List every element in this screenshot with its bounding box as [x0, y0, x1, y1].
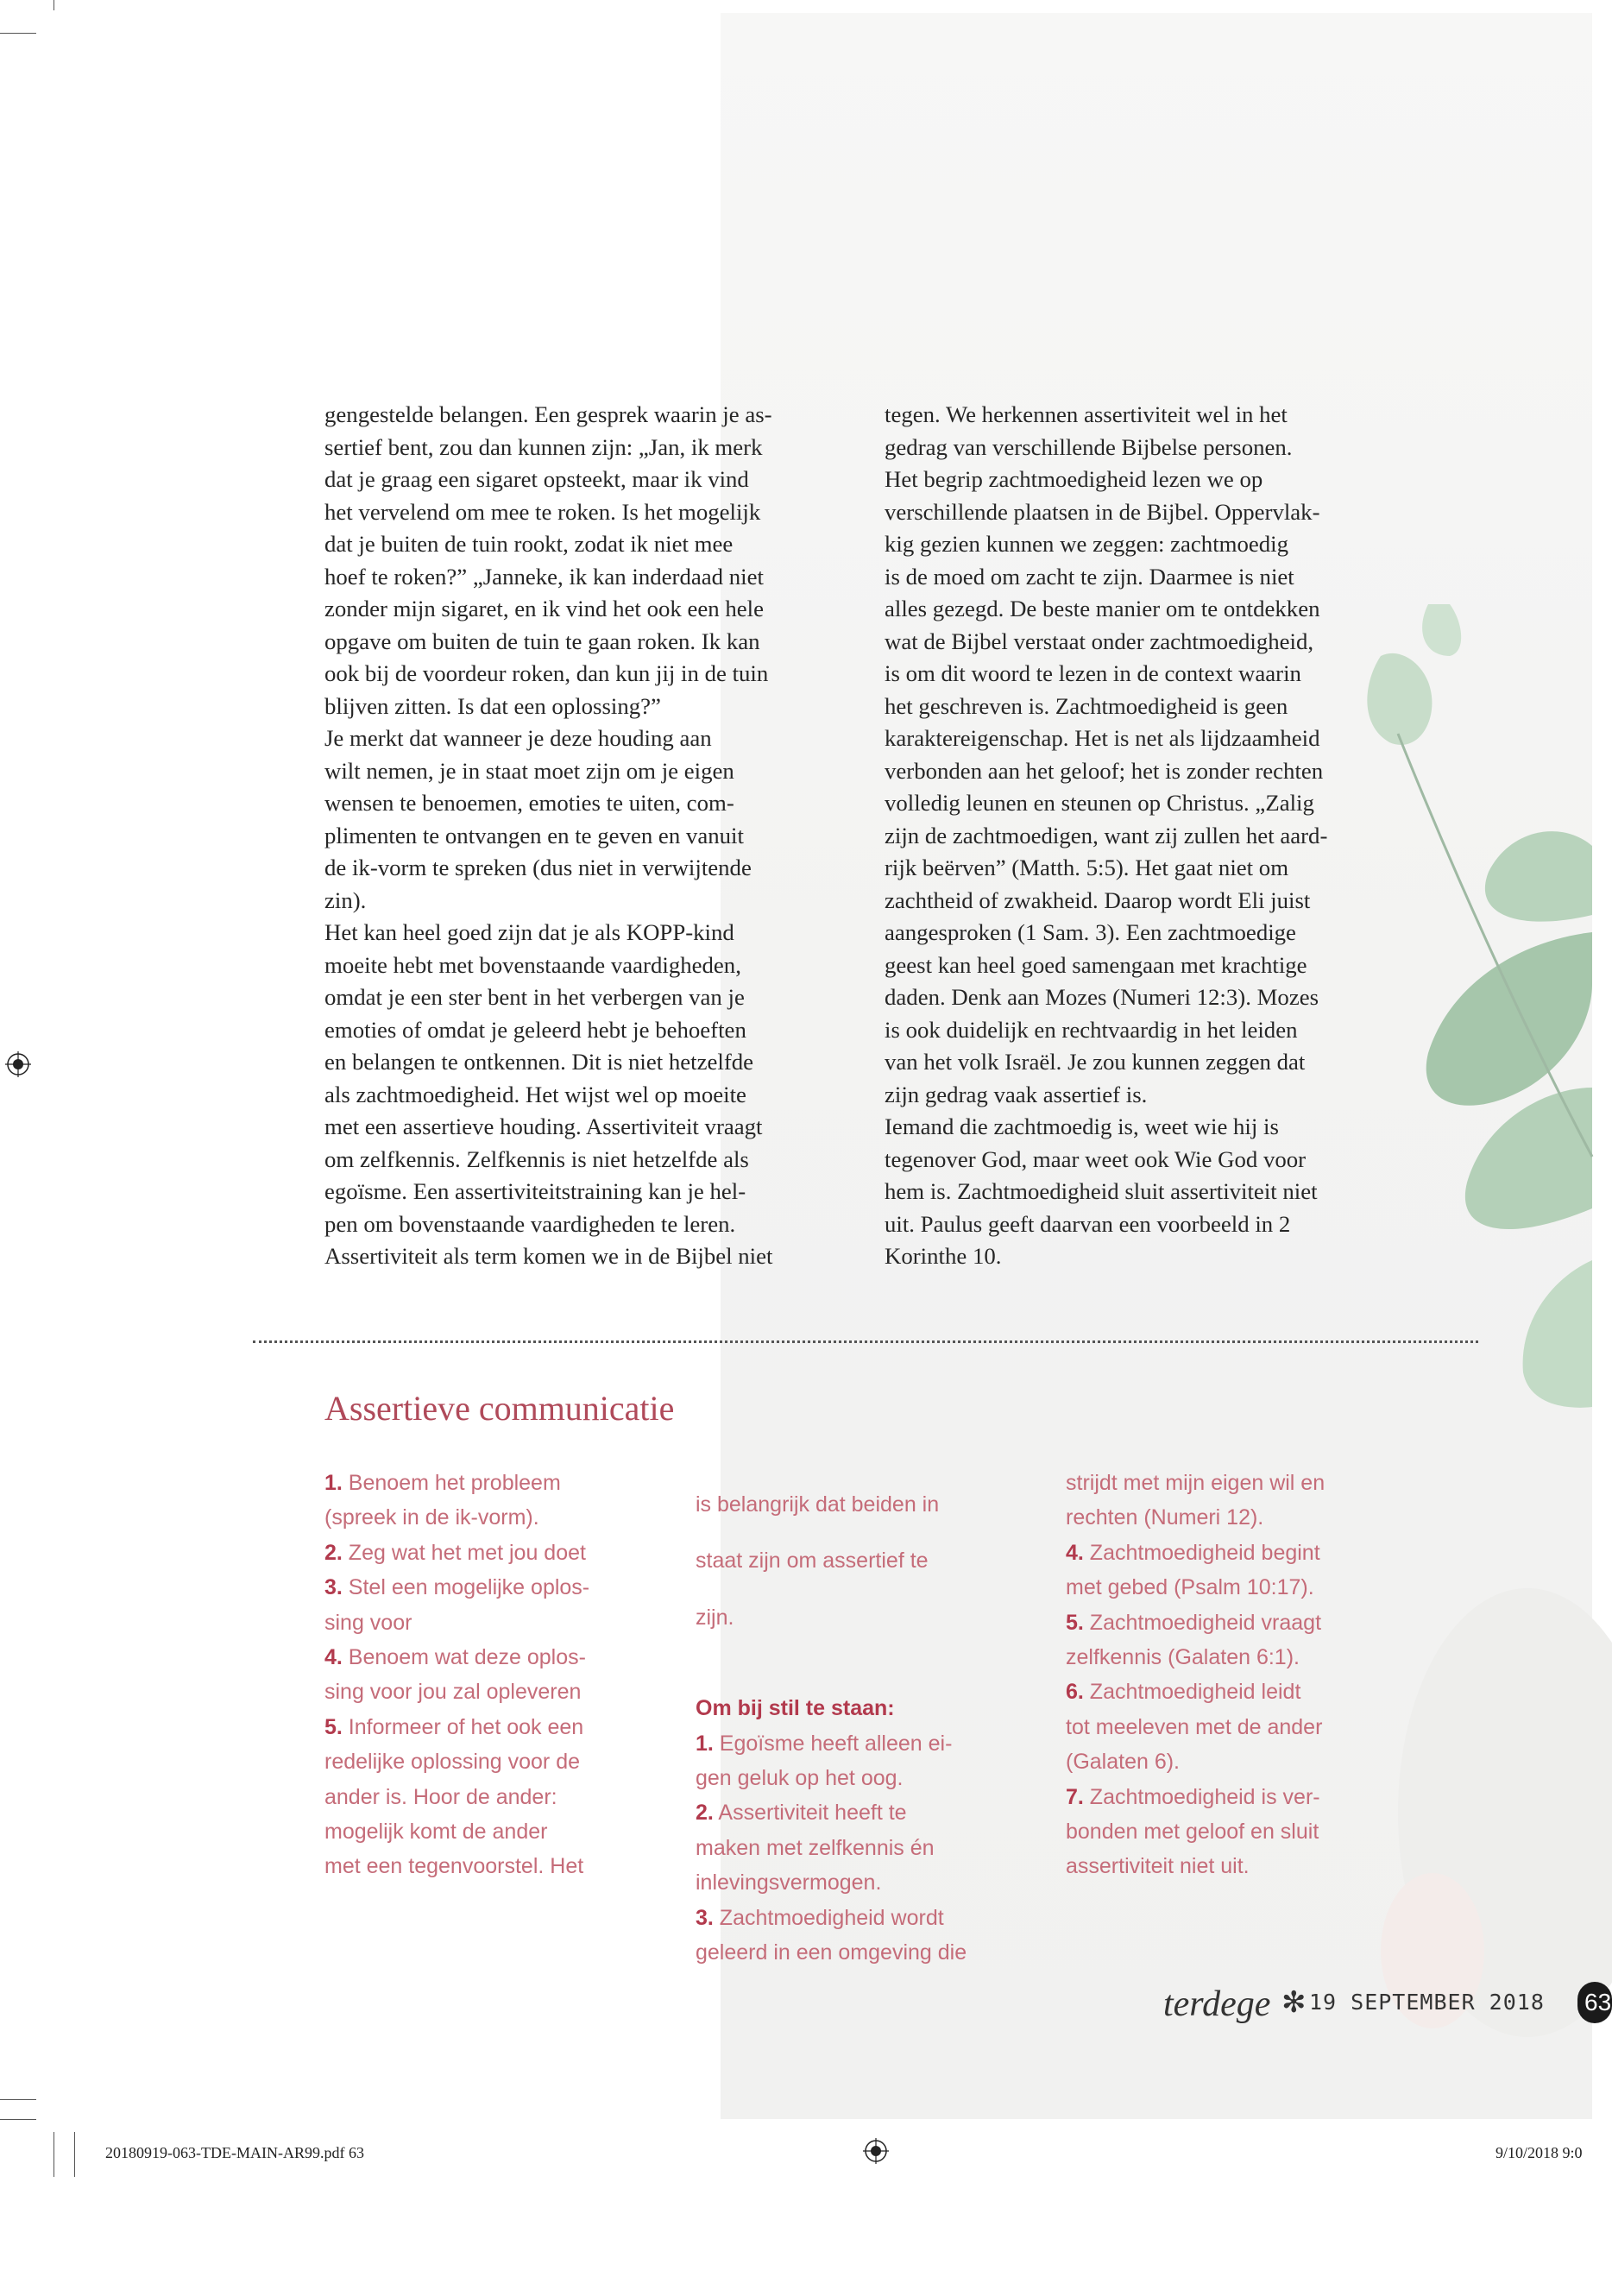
list-text: (spreek in de ik-vorm). — [324, 1505, 539, 1530]
list-text: Zachtmoedigheid leidt — [1083, 1680, 1301, 1705]
registration-mark-icon — [863, 2138, 889, 2164]
text-line: is om dit woord te lezen in de context waarin — [885, 660, 1301, 686]
box-line — [324, 1780, 652, 1814]
text-line: daden. Denk aan Mozes (Numeri 12:3). Mozes — [885, 984, 1319, 1010]
list-text: sing voor — [324, 1610, 412, 1635]
list-text: Benoem het probleem — [342, 1471, 561, 1495]
text-line: is belangrijk dat beiden in — [696, 1492, 940, 1517]
text-line: het geschreven is. Zachtmoedigheid is geen — [885, 692, 1288, 719]
list-text: sing voor jou zal opleveren — [324, 1680, 582, 1705]
box-column-2-list — [696, 1726, 1023, 1971]
list-text: Zeg wat het met jou doet — [342, 1540, 586, 1565]
text-line: zachtheid of zwakheid. Daarop wordt Eli juist — [885, 886, 1311, 913]
print-slug-filename: 20180919-063-TDE-MAIN-AR99.pdf 63 — [105, 2144, 364, 2161]
box-line — [696, 1761, 1023, 1795]
box-line — [696, 1865, 1023, 1900]
text-line: zin). — [324, 886, 367, 913]
list-text: Zachtmoedigheid wordt — [713, 1905, 944, 1930]
list-text: met een tegenvoorstel. Het — [324, 1854, 584, 1879]
box-line — [324, 1570, 652, 1605]
list-text: Assertiviteit heeft te — [713, 1801, 907, 1826]
list-number: 7. — [1066, 1784, 1084, 1809]
list-text: strijdt met mijn eigen wil en — [1066, 1471, 1325, 1495]
text-line: egoïsme. Een assertiviteitstraining kan je hel- — [324, 1178, 746, 1204]
text-line: pen om bovenstaande vaardigheden te leren. — [324, 1210, 736, 1237]
box-line — [1066, 1710, 1394, 1744]
issue-date: 19 SEPTEMBER 2018 — [1309, 1990, 1545, 2015]
text-line: de ik-vorm te spreken (dus niet in verwijtende — [324, 855, 752, 880]
crop-mark — [0, 2119, 36, 2120]
text-line: sertief bent, zou dan kunnen zijn: „Jan, ik merk — [324, 433, 763, 460]
text-line: gengestelde belangen. Een gesprek waarin je as- — [324, 401, 772, 427]
list-text: Zachtmoedigheid vraagt — [1083, 1610, 1322, 1635]
text-line: geest kan heel goed samengaan met krachtige — [885, 951, 1307, 978]
text-line: dat je buiten de tuin rookt, zodat ik niet mee — [324, 531, 734, 557]
text-line: zonder mijn sigaret, en ik vind het ook een hele — [324, 596, 764, 621]
text-line: met een assertieve houding. Assertiviteit vraagt — [324, 1113, 763, 1139]
box-line — [696, 1795, 1023, 1830]
list-text: Zachtmoedigheid begint — [1083, 1540, 1320, 1565]
list-text: mogelijk komt de ander — [324, 1820, 548, 1845]
text-line: hem is. Zachtmoedigheid sluit assertiviteit niet — [885, 1178, 1318, 1204]
text-line: rijk beërven” (Matth. 5:5). Het gaat niet om — [885, 855, 1289, 880]
text-line: is ook duidelijk en rechtvaardig in het leiden — [885, 1016, 1298, 1043]
box-line — [1066, 1536, 1394, 1570]
text-line: uit. Paulus geeft daarvan een voorbeeld in 2 — [885, 1210, 1291, 1237]
text-line: volledig leunen en steunen op Christus. „Zalig — [885, 790, 1314, 816]
text-line: opgave om buiten de tuin te gaan roken. Ik kan — [324, 628, 760, 654]
list-text: zelfkennis (Galaten 6:1). — [1066, 1645, 1300, 1670]
list-text: redelijke oplossing voor de — [324, 1750, 581, 1775]
text-line: Korinthe 10. — [885, 1243, 1002, 1269]
crop-mark — [0, 2099, 36, 2100]
list-text: rechten (Numeri 12). — [1066, 1505, 1264, 1530]
text-line: blijven zitten. Is dat een oplossing?” — [324, 692, 661, 719]
box-line — [324, 1675, 652, 1709]
text-line: Het kan heel goed zijn dat je als KOPP-kind — [324, 919, 734, 945]
text-line: zijn gedrag vaak assertief is. — [885, 1081, 1148, 1107]
list-number: 5. — [324, 1714, 343, 1739]
list-number: 2. — [696, 1801, 714, 1826]
list-number: 4. — [1066, 1540, 1084, 1565]
box-line — [1066, 1675, 1394, 1709]
box-line — [1066, 1640, 1394, 1675]
crop-mark — [0, 33, 36, 34]
list-text: maken met zelfkennis én — [696, 1835, 935, 1860]
box-line — [324, 1710, 652, 1744]
text-line: ook bij de voordeur roken, dan kun jij in de tuin — [324, 660, 769, 686]
text-line: tegenover God, maar weet ook Wie God voor — [885, 1145, 1307, 1172]
box-line — [1066, 1466, 1394, 1500]
list-number: 5. — [1066, 1610, 1084, 1635]
list-text: Benoem wat deze oplos- — [342, 1645, 586, 1670]
list-text: gen geluk op het oog. — [696, 1766, 904, 1791]
text-line: tegen. We herkennen assertiviteit wel in het — [885, 401, 1288, 427]
box-line — [1066, 1780, 1394, 1814]
box-line — [324, 1500, 652, 1535]
list-number: 3. — [324, 1575, 343, 1600]
text-line: is de moed om zacht te zijn. Daarmee is niet — [885, 563, 1294, 590]
text-line: omdat je een ster bent in het verbergen van je — [324, 984, 745, 1010]
box-line — [1066, 1744, 1394, 1779]
text-line: verschillende plaatsen in de Bijbel. Oppervlak- — [885, 498, 1320, 525]
box-line — [324, 1466, 652, 1500]
text-line: en belangen te ontkennen. Dit is niet hetzelfde — [324, 1049, 754, 1075]
box-column-3 — [1066, 1466, 1394, 1884]
text-line: wensen te benoemen, emoties te uiten, com- — [324, 790, 734, 816]
list-number: 4. — [324, 1645, 343, 1670]
text-line: verbonden aan het geloof; het is zonder rechten — [885, 757, 1324, 784]
box-line — [1066, 1849, 1394, 1883]
box-line — [1066, 1500, 1394, 1535]
list-text: ander is. Hoor de ander: — [324, 1784, 557, 1809]
box-title: Assertieve communicatie — [324, 1389, 675, 1428]
list-text: assertiviteit niet uit. — [1066, 1854, 1250, 1879]
print-slug-timestamp: 9/10/2018 9:0 — [1496, 2144, 1583, 2161]
text-line: zijn. — [696, 1605, 734, 1630]
text-line: plimenten te ontvangen en te geven en vanuit — [324, 822, 744, 848]
box-column-1 — [324, 1466, 652, 1884]
asterisk-icon: ✻ — [1281, 1985, 1307, 2020]
list-text: (Galaten 6). — [1066, 1750, 1181, 1775]
list-text: Egoïsme heeft alleen ei- — [713, 1731, 953, 1756]
article-column-1 — [324, 399, 847, 1273]
text-line: karaktereigenschap. Het is net als lijdzaamheid — [885, 725, 1320, 751]
box-line — [324, 1849, 652, 1883]
text-line: wat de Bijbel verstaat onder zachtmoedigheid, — [885, 628, 1314, 654]
dotted-divider — [253, 1340, 1478, 1343]
box-line — [324, 1605, 652, 1640]
text-line: wilt nemen, je in staat moet zijn om je eigen — [324, 757, 734, 784]
box-subheading: Om bij stil te staan: — [696, 1696, 895, 1721]
box-line — [324, 1814, 652, 1849]
registration-mark-icon — [5, 1051, 31, 1077]
text-line: Het begrip zachtmoedigheid lezen we op — [885, 466, 1263, 492]
text-line: van het volk Israël. Je zou kunnen zeggen dat — [885, 1049, 1306, 1075]
list-text: tot meeleven met de ander — [1066, 1714, 1323, 1739]
text-line: als zachtmoedigheid. Het wijst wel op moeite — [324, 1081, 746, 1107]
box-column-2-top — [696, 1487, 1023, 1635]
box-line — [1066, 1605, 1394, 1640]
list-number: 2. — [324, 1540, 343, 1565]
box-column-2 — [696, 1466, 1023, 1970]
text-line: Assertiviteit als term komen we in de Bijbel niet — [324, 1243, 773, 1269]
text-line: zijn de zachtmoedigen, want zij zullen het aard- — [885, 822, 1328, 848]
box-line — [696, 1726, 1023, 1761]
text-line: moeite hebt met bovenstaande vaardigheden, — [324, 951, 741, 978]
box-line — [696, 1901, 1023, 1935]
box-line — [324, 1640, 652, 1675]
text-line: emoties of omdat je geleerd hebt je behoeften — [324, 1016, 746, 1043]
text-line: gedrag van verschillende Bijbelse personen. — [885, 433, 1293, 460]
box-line — [324, 1744, 652, 1779]
list-text: Informeer of het ook een — [342, 1714, 584, 1739]
box-line — [1066, 1814, 1394, 1849]
text-line: dat je graag een sigaret opsteekt, maar ik vind — [324, 466, 749, 492]
text-line: het vervelend om mee te roken. Is het mogelijk — [324, 498, 761, 525]
box-line — [1066, 1570, 1394, 1605]
list-number: 1. — [324, 1471, 343, 1495]
list-text: inlevingsvermogen. — [696, 1870, 882, 1895]
text-line: kig gezien kunnen we zeggen: zachtmoedig — [885, 531, 1289, 557]
magazine-logo: terdege — [1163, 1984, 1271, 2024]
article-column-2 — [885, 399, 1411, 1273]
list-number: 6. — [1066, 1680, 1084, 1705]
list-number: 1. — [696, 1731, 714, 1756]
text-line: alles gezegd. De beste manier om te ontdekken — [885, 596, 1320, 621]
text-line: staat zijn om assertief te — [696, 1549, 929, 1574]
text-line: hoef te roken?” „Janneke, ik kan inderdaad niet — [324, 563, 764, 590]
text-line: aangesproken (1 Sam. 3). Een zachtmoedige — [885, 919, 1296, 945]
box-line — [696, 1935, 1023, 1970]
list-text: Stel een mogelijke oplos- — [342, 1575, 590, 1600]
list-number: 3. — [696, 1905, 714, 1930]
text-line: Je merkt dat wanneer je deze houding aan — [324, 725, 712, 751]
text-line: om zelfkennis. Zelfkennis is niet hetzelfde als — [324, 1145, 749, 1172]
list-text: geleerd in een omgeving die — [696, 1940, 967, 1965]
page-number: 63 — [1577, 1982, 1612, 2023]
text-line: Iemand die zachtmoedig is, weet wie hij is — [885, 1113, 1279, 1139]
box-line — [696, 1831, 1023, 1865]
box-line — [324, 1536, 652, 1570]
list-text: Zachtmoedigheid is ver- — [1083, 1784, 1320, 1809]
list-text: met gebed (Psalm 10:17). — [1066, 1575, 1314, 1600]
list-text: bonden met geloof en sluit — [1066, 1820, 1319, 1845]
crop-mark — [74, 2132, 75, 2177]
